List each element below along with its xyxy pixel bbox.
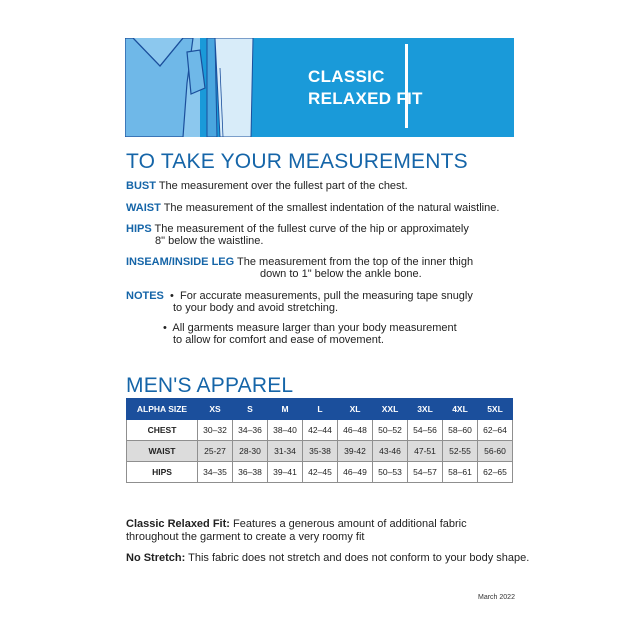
table-cell: 28-30: [233, 441, 268, 462]
header-cell: 3XL: [408, 399, 443, 420]
table-row: [127, 420, 513, 441]
table-cell: 50–52: [373, 420, 408, 441]
header-cell: ALPHA SIZE: [127, 399, 198, 420]
table-row: [127, 441, 513, 462]
header-cell: 4XL: [443, 399, 478, 420]
table-cell: 46–48: [338, 420, 373, 441]
note2-line2: to allow for comfort and ease of movement.: [173, 334, 384, 346]
table-cell: 39-42: [338, 441, 373, 462]
header-cell: M: [268, 399, 303, 420]
table-cell: 31-34: [268, 441, 303, 462]
table-cell: 58–61: [443, 462, 478, 483]
row-label-hips: HIPS: [127, 462, 198, 483]
table-cell: 54–56: [408, 420, 443, 441]
fit-text-line2: throughout the garment to create a very roomy fit: [126, 531, 365, 543]
size-chart-table: [126, 398, 513, 483]
note1-bullet: •: [166, 290, 177, 302]
table-cell: 36–38: [233, 462, 268, 483]
note2-line1: All garments measure larger than your body measurement: [172, 322, 457, 334]
notes-term: NOTES: [126, 290, 164, 302]
header-cell: XL: [338, 399, 373, 420]
bust-term: BUST: [126, 180, 156, 192]
table-cell: 56-60: [478, 441, 513, 462]
header-cell: XS: [198, 399, 233, 420]
bust-definition: [126, 180, 408, 193]
hips-term: HIPS: [126, 223, 152, 235]
table-cell: 39–41: [268, 462, 303, 483]
table-cell: 38–40: [268, 420, 303, 441]
apparel-heading: MEN'S APPAREL: [126, 374, 294, 397]
header-cell: 5XL: [478, 399, 513, 420]
table-row: [127, 462, 513, 483]
bust-text: The measurement over the fullest part of the chest.: [158, 180, 408, 192]
table-cell: 43-46: [373, 441, 408, 462]
table-cell: 47-51: [408, 441, 443, 462]
waist-text: The measurement of the smallest indentation of the natural waistline.: [163, 202, 500, 214]
banner-title-line1: CLASSIC: [308, 67, 385, 86]
table-cell: 46–49: [338, 462, 373, 483]
header-cell: L: [303, 399, 338, 420]
stretch-term: No Stretch:: [126, 552, 186, 564]
banner-title: [308, 66, 423, 110]
header-cell: XXL: [373, 399, 408, 420]
table-cell: 34–35: [198, 462, 233, 483]
table-cell: 35-38: [303, 441, 338, 462]
fit-description: [126, 518, 467, 544]
note2-bullet: •: [163, 322, 170, 334]
header-cell: S: [233, 399, 268, 420]
table-cell: 58–60: [443, 420, 478, 441]
header-banner: [125, 38, 514, 137]
waist-definition: [126, 202, 499, 215]
note1-line1: For accurate measurements, pull the measuring tape snugly: [180, 290, 473, 302]
inseam-term: INSEAM/INSIDE LEG: [126, 256, 235, 268]
inseam-text-line1: The measurement from the top of the inner thigh: [237, 256, 474, 268]
table-cell: 52-55: [443, 441, 478, 462]
stretch-description: [126, 552, 529, 565]
note1-line2: to your body and avoid stretching.: [173, 302, 339, 314]
table-cell: 25-27: [198, 441, 233, 462]
table-cell: 50–53: [373, 462, 408, 483]
measurements-heading: TO TAKE YOUR MEASUREMENTS: [126, 150, 468, 173]
waist-term: WAIST: [126, 202, 161, 214]
row-label-chest: CHEST: [127, 420, 198, 441]
row-label-waist: WAIST: [127, 441, 198, 462]
table-cell: 42–44: [303, 420, 338, 441]
table-cell: 42–45: [303, 462, 338, 483]
table-cell: 30–32: [198, 420, 233, 441]
banner-title-line2: RELAXED FIT: [308, 89, 423, 108]
fit-term: Classic Relaxed Fit:: [126, 518, 230, 530]
publish-date: March 2022: [478, 594, 515, 601]
table-cell: 62–65: [478, 462, 513, 483]
hips-text-line2: 8" below the waistline.: [155, 235, 264, 247]
stretch-text: This fabric does not stretch and does not conform to your body shape.: [188, 552, 530, 564]
table-cell: 34–36: [233, 420, 268, 441]
hips-text-line1: The measurement of the fullest curve of the hip or approximately: [154, 223, 469, 235]
table-cell: 62–64: [478, 420, 513, 441]
size-header-row: [127, 399, 513, 420]
table-cell: 54–57: [408, 462, 443, 483]
inseam-text-line2: down to 1" below the ankle bone.: [260, 268, 422, 280]
fit-text-line1: Features a generous amount of additional fabric: [233, 518, 467, 530]
